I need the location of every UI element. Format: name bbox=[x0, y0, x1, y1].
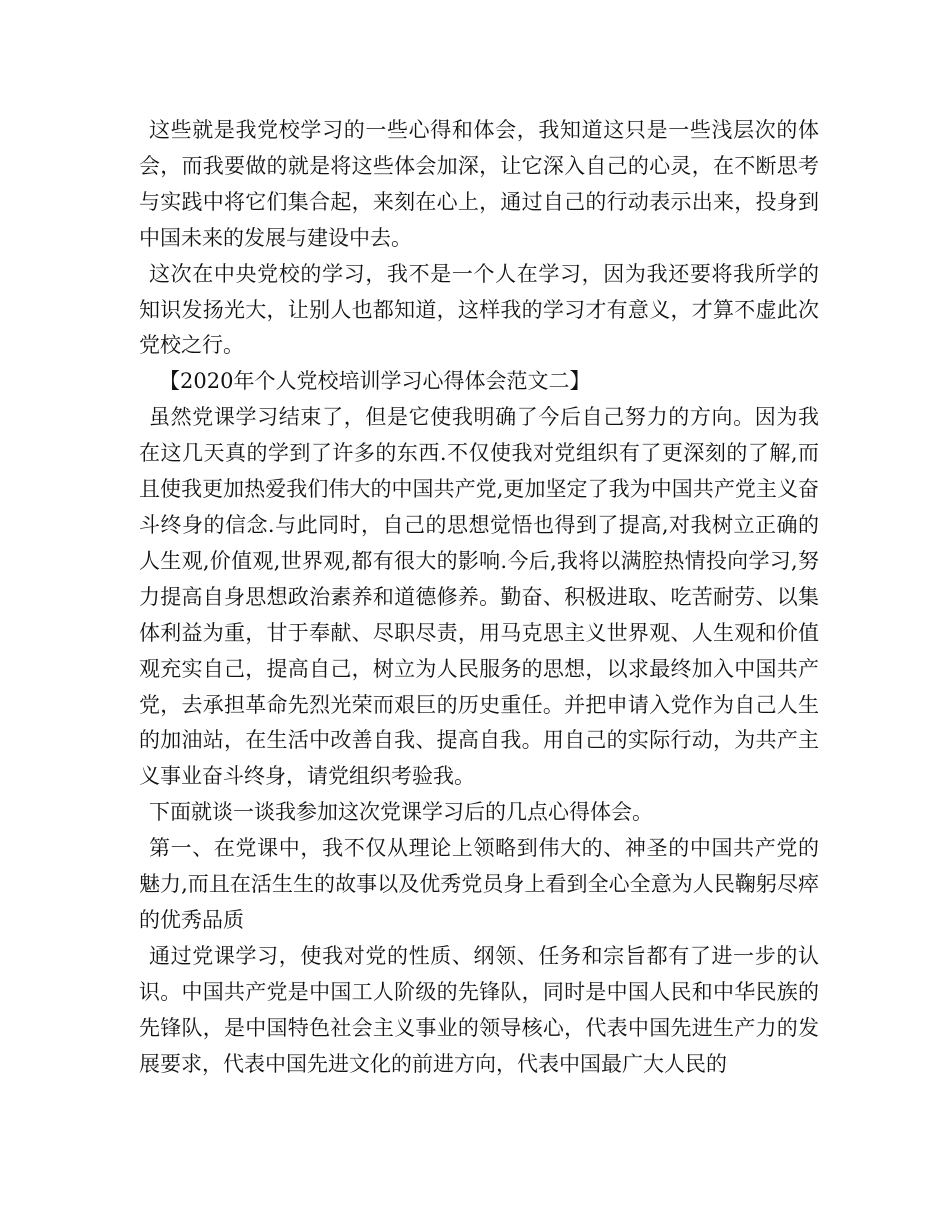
paragraph-course-ended: 虽然党课学习结束了，但是它使我明确了今后自己努力的方向。因为我在这几天真的学到了许多的东西.不仅使我对党组织有了更深刻的了解,而且使我更加热爱我们伟大的中国共产党,更加坚定了我为中国共产党主义奋斗终身的信念.与此同时，自己的思想觉悟也得到了提高,对我树立正确的人生观,价值观,世界观,都有很大的影响.今后,我将以满腔热情投向学习,努力提高自身思想政治素养和道德修养。勤奋、积极进取、吃苦耐劳、以集体利益为重，甘于奉献、尽职尽责，用马克思主义世界观、人生观和价值观充实自己，提高自己，树立为人民服务的思想，以求最终加入中国共产党，去承担革命先烈光荣而艰巨的历史重任。并把申请入党作为自己人生的加油站，在生活中改善自我、提高自我。用自己的实际行动，为共产主义事业奋斗终身，请党组织考验我。 bbox=[139, 405, 819, 789]
paragraph-central-party-school: 这次在中央党校的学习，我不是一个人在学习，因为我还要将我所学的知识发扬光大，让别人也都知道，这样我的学习才有意义，才算不虚此次党校之行。 bbox=[139, 261, 819, 358]
section-heading: 【2020年个人党校培训学习心得体会范文二】 bbox=[159, 369, 591, 394]
paragraph-reflection-summary: 这些就是我党校学习的一些心得和体会，我知道这只是一些浅层次的体会，而我要做的就是将这些体会加深，让它深入自己的心灵，在不断思考与实践中将它们集合起，来刻在心上，通过自己的行动表示出来，投身到中国未来的发展与建设中去。 bbox=[139, 118, 819, 250]
paragraph-intro-points: 下面就谈一谈我参加这次党课学习后的几点心得体会。 bbox=[149, 800, 653, 825]
paragraph-point-one: 第一、在党课中，我不仅从理论上领略到伟大的、神圣的中国共产党的魅力,而且在活生生的故事以及优秀党员身上看到全心全意为人民鞠躬尽瘁的优秀品质 bbox=[139, 836, 819, 932]
paragraph-party-nature: 通过党课学习，使我对党的性质、纲领、任务和宗旨都有了进一步的认识。中国共产党是中国工人阶级的先锋队，同时是中国人民和中华民族的先锋队，是中国特色社会主义事业的领导核心，代表中国先进生产力的发展要求，代表中国先进文化的前进方向，代表中国最广大人民的 bbox=[139, 943, 819, 1076]
document-body bbox=[139, 113, 819, 1082]
